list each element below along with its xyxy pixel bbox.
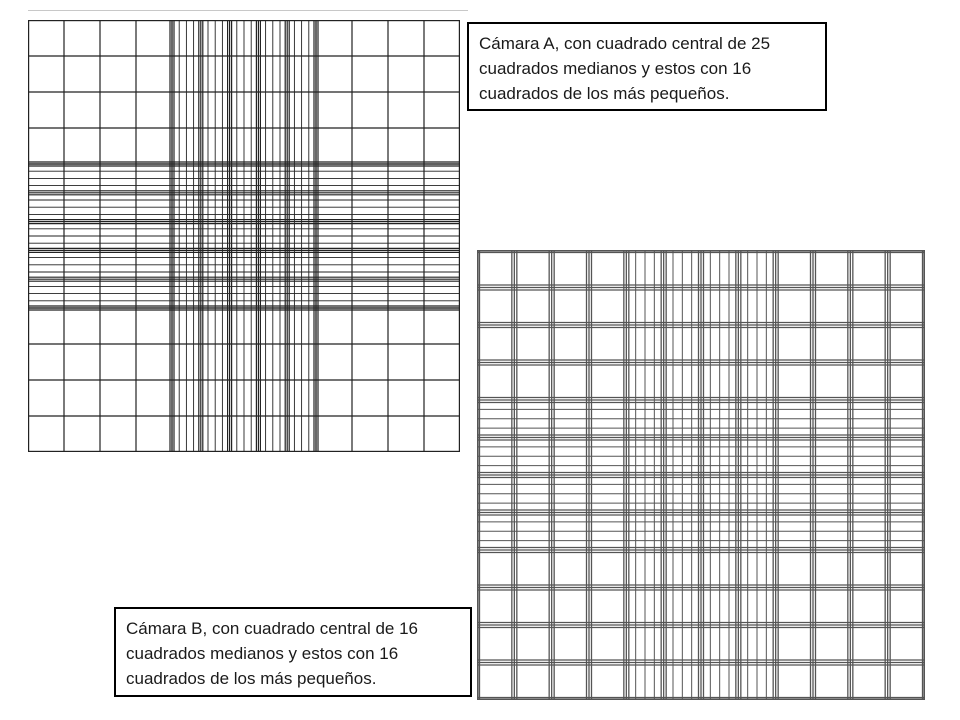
chamber-a-caption: Cámara A, con cuadrado central de 25 cuadrados medianos y estos con 16 cuadrados de los más pequeños. [479,34,771,103]
chamber-b-grid [477,250,925,700]
chamber-b-caption: Cámara B, con cuadrado central de 16 cuadrados medianos y estos con 16 cuadrados de los más pequeños. [126,619,419,688]
chamber-a-grid [28,20,460,452]
chamber-a-caption-box [467,22,827,111]
top-rule [28,10,468,11]
chamber-b-caption-box [114,607,472,697]
